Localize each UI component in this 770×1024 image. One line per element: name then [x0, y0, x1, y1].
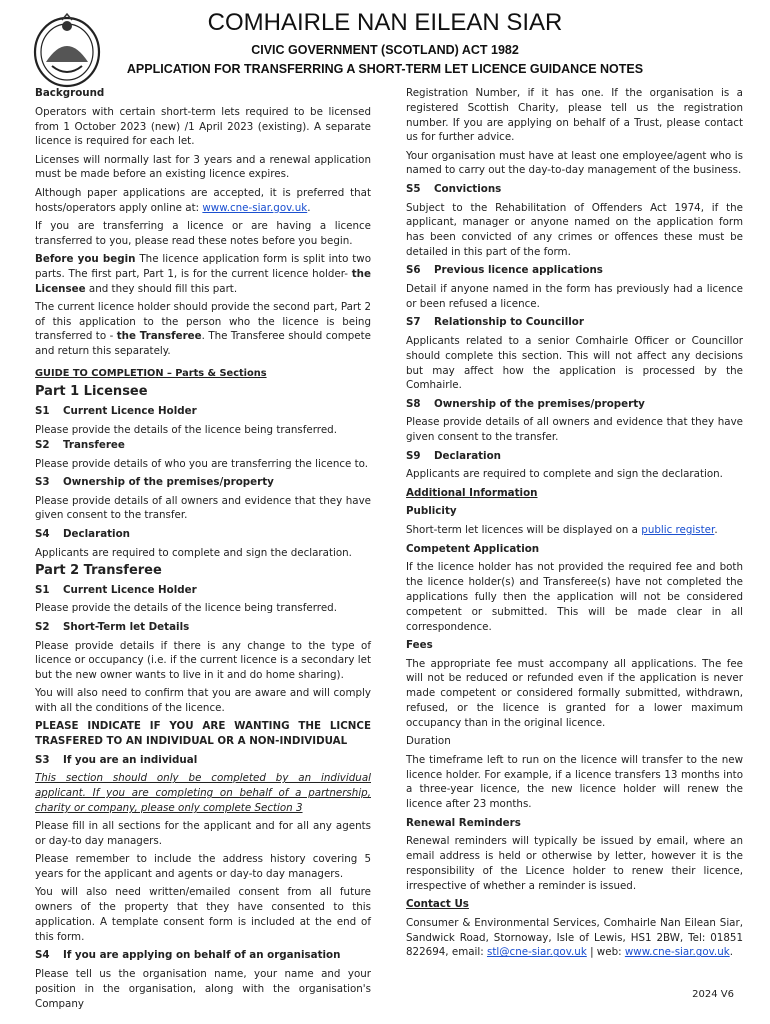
section-text: Registration Number, if it has one. If the organisation is a registered Scottish Charity, please tell us the registration number. If you are applying on behalf of a Trust, please contact us for further advice.	[406, 87, 743, 144]
section-text: Please provide details of all owners and evidence that they have given consent to the transfer.	[35, 494, 371, 522]
renewal-text: Renewal reminders will typically be issued by email, where an email address is held or otherwise by letter, however it is the responsibility of the Licence holder to renew their licence, irrespective of whether a reminder is issued.	[406, 835, 743, 892]
background-paragraph: Before you begin The licence application form is split into two parts. The first part, Part 1, is for the current licence holder- the Licensee and they should fill this part.	[35, 252, 372, 295]
section-text: Please provide the details of the licence being transferred.	[35, 423, 337, 436]
duration-text: The timeframe left to run on the licence will transfer to the new licence holder. For example, if a licence transfers 13 months into a three-year licence, the new licence holder will renew the licence after 23 months.	[406, 753, 743, 811]
website-link[interactable]: www.cne-siar.gov.uk	[202, 201, 308, 214]
section-heading: S8 Ownership of the premises/property	[406, 397, 645, 410]
section-heading: S1 Current Licence Holder	[35, 405, 197, 418]
background-paragraph: Operators with certain short-term lets required to be licensed from 1 October 2023 (new) /1 April 2023 (existing). A separate licence is required for each let.	[35, 105, 371, 148]
section-text: Subject to the Rehabilitation of Offenders Act 1974, if the applicant, manager or anyone named on the application form has been convicted of any crimes or offences these must be detailed in this part of the form.	[406, 201, 743, 258]
fees-text: The appropriate fee must accompany all applications. The fee will not be reduced or refunded even if the application is never made competent or considered formally submitted, withdrawn, refused, or the licence is granted for a lower maximum occupancy than in the original licence.	[406, 657, 743, 729]
section-text: Please provide details of all owners and evidence that they have given consent to the transfer.	[406, 416, 743, 444]
public-register-link[interactable]: public register	[641, 524, 715, 537]
section-text: You will also need written/emailed consent from all future owners of the property that they have consented to this application. A template consent form is included at the end of this form.	[35, 886, 371, 943]
section-heading: S2 Transferee	[35, 438, 125, 451]
section-text: Please tell us the organisation name, your name and your position in the organisation, along with the organisation's Company	[35, 967, 371, 1010]
section-text: You will also need to confirm that you are aware and will comply with all the conditions of the licence.	[35, 687, 371, 715]
publicity-heading: Publicity	[406, 505, 457, 518]
email-link[interactable]: stl@cne-siar.gov.uk	[487, 946, 587, 959]
section-heading: S4 Declaration	[35, 527, 130, 540]
section-text: Please remember to include the address history covering 5 years for the applicant and agents or day-to day managers.	[35, 853, 371, 881]
background-paragraph: If you are transferring a licence or are having a licence transferred to you, please read these notes before you begin.	[35, 219, 371, 247]
background-heading: Background	[35, 87, 105, 99]
publicity-text: Short-term let licences will be displayed on a public register.	[406, 524, 718, 537]
background-paragraph: Although paper applications are accepted, it is preferred that hosts/operators apply online at: www.cne-siar.gov.uk.	[35, 186, 371, 214]
duration-heading: Duration	[406, 735, 451, 748]
section-heading: S2 Short-Term let Details	[35, 620, 190, 633]
competent-heading: Competent Application	[406, 542, 540, 555]
part2-heading: Part 2 Transferee	[35, 562, 162, 578]
section-text: Applicants related to a senior Comhairle Officer or Councillor should complete this section. This will not affect any decisions but may affect how the application is processed by the Comhairle.	[406, 334, 743, 392]
additional-info-heading: Additional Information	[406, 486, 538, 499]
section-text: Your organisation must have at least one employee/agent who is named to carry out the day-to-day management of the business.	[406, 149, 743, 177]
section-heading: S5 Convictions	[406, 182, 502, 195]
web-link[interactable]: www.cne-siar.gov.uk	[624, 946, 730, 959]
section-heading: S4 If you are applying on behalf of an organisation	[35, 949, 341, 962]
section-text: Detail if anyone named in the form has previously had a licence or been refused a licence.	[406, 283, 743, 310]
contact-text: Consumer & Environmental Services, Comhairle Nan Eilean Siar, Sandwick Road, Stornoway, Isle of Lewis, HS1 2BW, Tel: 01851 822694, email: stl@cne-siar.gov.uk | web: www.cne-siar.gov.uk.	[406, 916, 743, 959]
document-title: APPLICATION FOR TRANSFERRING A SHORT-TERM LET LICENCE GUIDANCE NOTES	[126, 62, 644, 76]
section-text: Please fill in all sections for the applicant and for all any agents or day-to day managers.	[35, 820, 371, 848]
individual-notice: This section should only be completed by an individual applicant. If you are completing on behalf of a partnership, charity or company, please only complete Section 3	[35, 772, 371, 814]
section-text: Please provide details of who you are transferring the licence to.	[35, 457, 369, 470]
section-heading: S7 Relationship to Councillor	[406, 316, 584, 329]
section-heading: S1 Current Licence Holder	[35, 583, 197, 596]
section-heading: S9 Declaration	[406, 449, 501, 462]
guide-heading: GUIDE TO COMPLETION – Parts & Sections	[35, 367, 267, 379]
part1-heading: Part 1 Licensee	[35, 384, 148, 400]
right-column	[406, 86, 743, 964]
version-label: 2024 V6	[692, 989, 734, 1000]
fees-heading: Fees	[406, 638, 433, 651]
page-title: COMHAIRLE NAN EILEAN SIAR	[207, 9, 563, 36]
section-text: Please provide details if there is any change to the type of licence or occupancy (i.e. if the current licence is a secondary let but the new owner wants to live in it and do home sharing).	[35, 639, 371, 682]
section-text: Please provide the details of the licence being transferred.	[35, 602, 337, 615]
section-text: Applicants are required to complete and sign the declaration.	[406, 468, 723, 481]
contact-heading: Contact Us	[406, 898, 469, 911]
section-text: Applicants are required to complete and sign the declaration.	[35, 546, 352, 559]
background-paragraph: The current licence holder should provide the second part, Part 2 of this application to the person who the licence is being transferred to - the Transferee. The Transferee should compete and return this separately.	[35, 300, 371, 358]
indicate-notice: PLEASE INDICATE IF YOU ARE WANTING THE LICNCE TRASFERED TO AN INDIVIDUAL OR A NON-INDIVIDUAL	[35, 720, 371, 748]
act-title: CIVIC GOVERNMENT (SCOTLAND) ACT 1982	[251, 43, 519, 57]
renewal-heading: Renewal Reminders	[406, 816, 521, 829]
section-heading: S3 Ownership of the premises/property	[35, 475, 274, 488]
background-paragraph: Licenses will normally last for 3 years and a renewal application must be made before an existing licence expires.	[35, 153, 371, 181]
competent-text: If the licence holder has not provided the required fee and both the licence holder(s) and Transferee(s) have not completed the applications fully then the application will not be considered competent or submitted. This will be made clear in all correspondence.	[406, 561, 743, 633]
left-column	[35, 86, 371, 1015]
section-heading: S6 Previous licence applications	[406, 264, 603, 277]
section-heading: S3 If you are an individual	[35, 753, 198, 766]
